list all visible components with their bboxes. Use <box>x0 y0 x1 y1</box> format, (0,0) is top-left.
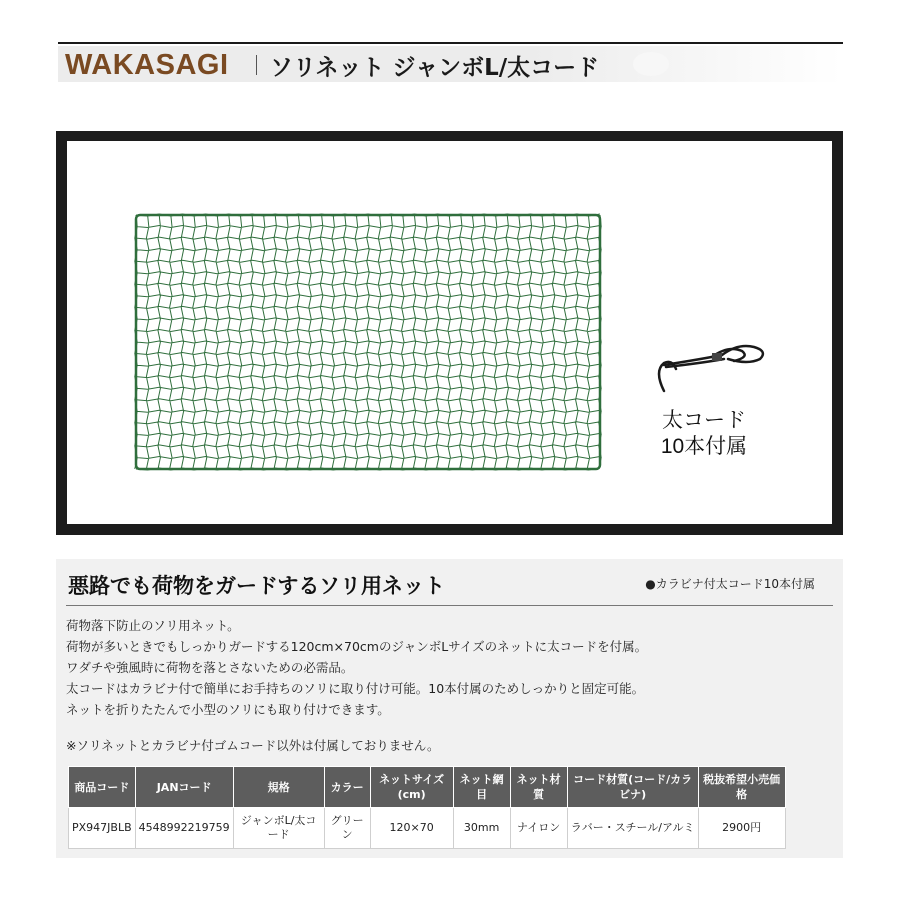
description-line: 荷物落下防止のソリ用ネット。 <box>66 618 240 633</box>
description-line: 荷物が多いときでもしっかりガードする120cm×70cmのジャンボLサイズのネットに太コードを付属。 <box>66 639 648 654</box>
description-line: 太コードはカラビナ付で簡単にお手持ちのソリに取り付け可能。10本付属のためしっかりと固定可能。 <box>66 681 645 696</box>
cell-mesh: 30mm <box>453 808 510 849</box>
cord-label <box>649 408 759 460</box>
cell-color: グリーン <box>324 808 370 849</box>
cell-cord-material: ラバー・スチール/アルミ <box>567 808 698 849</box>
cord-icon <box>642 341 782 401</box>
header-price: 税抜希望小売価格 <box>698 767 785 808</box>
spec-header-row <box>69 767 786 808</box>
cell-net-size: 120×70 <box>370 808 453 849</box>
cell-net-material: ナイロン <box>510 808 567 849</box>
divider <box>66 605 833 606</box>
description-headline: 悪路でも荷物をガードするソリ用ネット <box>68 574 445 598</box>
header-net-size: ネットサイズ(cm) <box>370 767 453 808</box>
brand-logo-text: WAKASAGI <box>65 49 229 81</box>
net-illustration <box>132 211 604 473</box>
header-product-code: 商品コード <box>69 767 136 808</box>
cell-price: 2900円 <box>698 808 785 849</box>
spec-table <box>68 766 786 849</box>
description-panel <box>56 559 843 858</box>
cord-label-line2: 10本付属 <box>660 435 748 458</box>
header-cord-material: コード材質(コード/カラビナ) <box>567 767 698 808</box>
cord-label-line1: 太コード <box>662 409 746 432</box>
cell-jan-code: 4548992219759 <box>135 808 233 849</box>
net-mesh <box>135 214 601 470</box>
description-line: ネットを折りたたんで小型のソリにも取り付けできます。 <box>66 702 390 717</box>
product-image <box>67 141 832 524</box>
header-color: カラー <box>324 767 370 808</box>
table-row <box>69 808 786 849</box>
accessory-note: ●カラビナ付太コード10本付属 <box>645 577 815 591</box>
product-image-frame <box>56 131 843 535</box>
header-banner <box>58 46 843 82</box>
header-decoration <box>633 52 669 76</box>
header-net-material: ネット材質 <box>510 767 567 808</box>
header-separator <box>256 55 257 75</box>
cell-product-code: PX947JBLB <box>69 808 136 849</box>
disclaimer: ※ソリネットとカラビナ付ゴムコード以外は付属しておりません。 <box>66 738 440 753</box>
cell-spec: ジャンボL/太コード <box>233 808 324 849</box>
description-line: ワダチや強風時に荷物を落とさないための必需品。 <box>66 660 354 675</box>
description-body <box>66 615 836 720</box>
header-top-rule <box>58 42 843 44</box>
header-mesh: ネット網目 <box>453 767 510 808</box>
header-jan-code: JANコード <box>135 767 233 808</box>
header-spec: 規格 <box>233 767 324 808</box>
page-title: ソリネット ジャンボL/太コード <box>270 55 600 81</box>
